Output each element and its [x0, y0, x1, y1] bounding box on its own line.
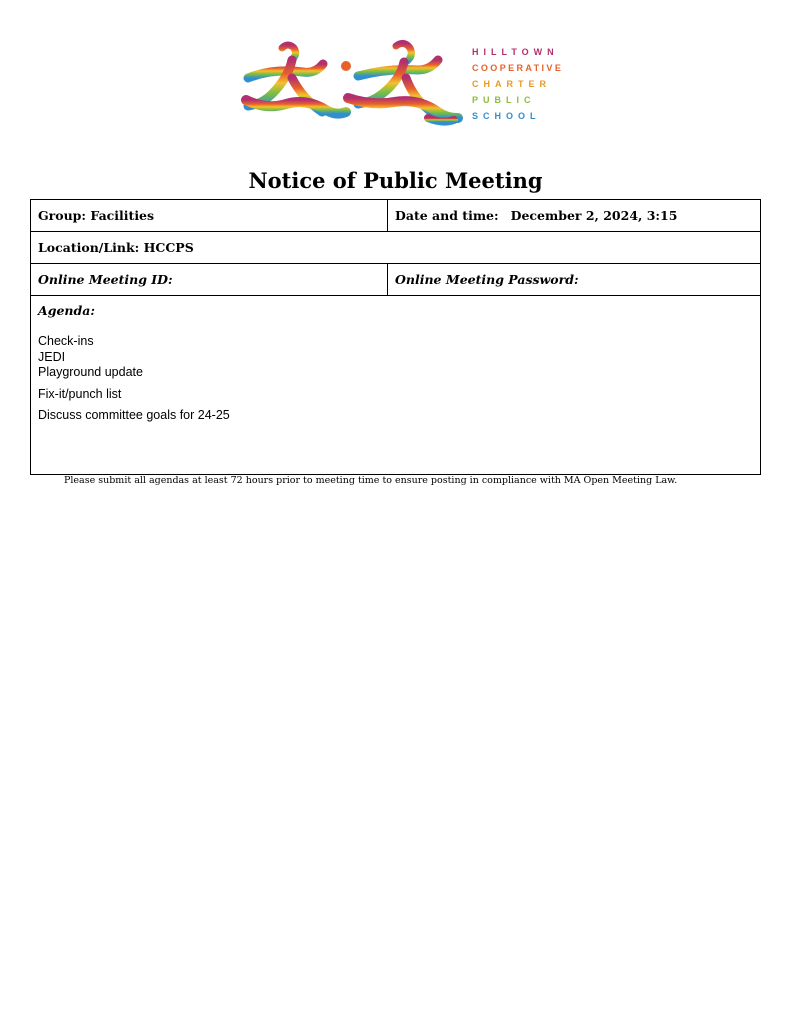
logo-word: COOPERATIVE — [472, 63, 564, 73]
agenda-cell — [31, 296, 760, 474]
agenda-item: JEDI — [38, 349, 66, 364]
datetime-cell — [388, 200, 760, 231]
agenda-item: Playground update — [38, 365, 143, 379]
meeting-id-cell: Online Meeting ID: — [31, 264, 388, 295]
agenda-item: Fix-it/punch list — [38, 386, 122, 401]
logo-word: CHARTER — [472, 79, 551, 89]
group-cell: Group: Facilities — [31, 200, 388, 231]
table-row — [31, 264, 760, 296]
school-logo — [238, 38, 578, 130]
agenda-heading: Agenda: — [38, 303, 95, 318]
submission-footnote: Please submit all agendas at least 72 hours prior to meeting time to ensure posting in compliance with MA Open Meeting Law. — [64, 475, 678, 486]
agenda-list — [38, 334, 753, 424]
datetime-label: Date and time: — [395, 208, 499, 223]
logo-word: PUBLIC — [472, 95, 536, 105]
location-cell: Location/Link: HCCPS — [38, 240, 194, 255]
logo-word: SCHOOL — [472, 111, 541, 121]
meeting-info-table — [30, 199, 761, 475]
school-name-wordmark — [472, 44, 582, 124]
agenda-item: Check-ins — [38, 334, 94, 348]
meeting-password-cell: Online Meeting Password: — [395, 272, 579, 287]
page-title: Notice of Public Meeting — [248, 168, 543, 193]
logo-word: HILLTOWN — [472, 47, 559, 57]
agenda-item: Discuss committee goals for 24-25 — [38, 408, 230, 422]
table-row — [31, 232, 760, 264]
table-row — [31, 200, 760, 232]
dancing-figures-logo-icon — [238, 38, 464, 130]
datetime-value: December 2, 2024, 3:15 — [510, 208, 678, 223]
